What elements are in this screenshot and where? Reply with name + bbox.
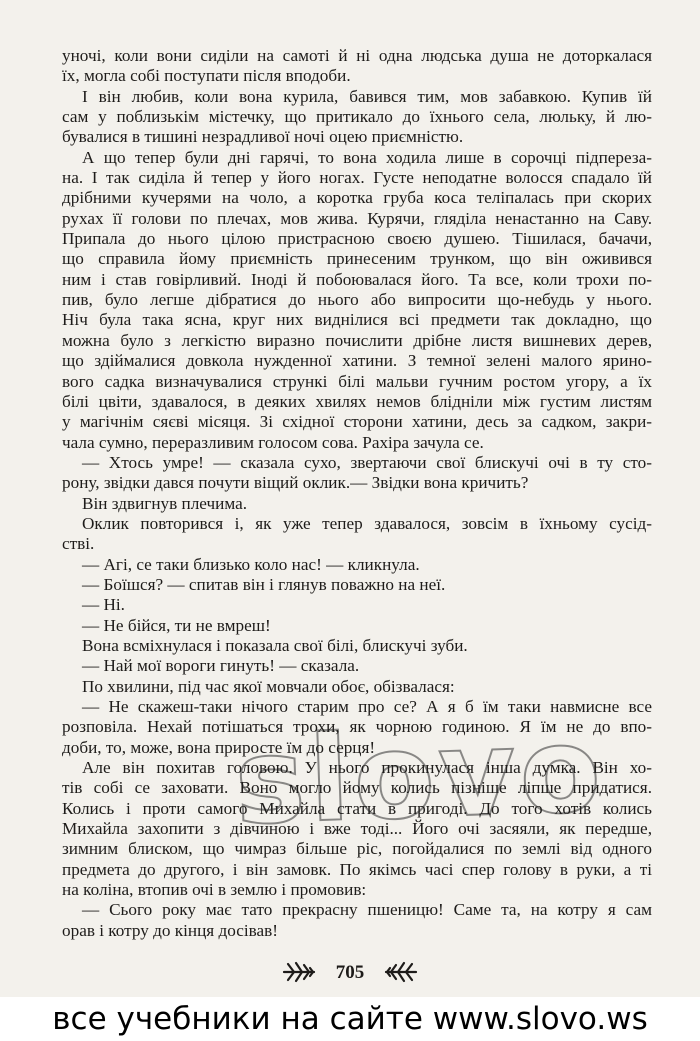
text-line: — Боїшся? — спитав він і глянув поважно на неї. xyxy=(82,574,446,594)
text-line: предмета до другого, і він замовк. По якімсь часі спер голову в руки, а ті xyxy=(62,859,652,879)
page-footer xyxy=(0,960,700,989)
text-line: Припала до нього цілою пристрасною своєю душею. Тішилася, бачачи, xyxy=(62,229,652,249)
text-line: вого садка визначувалися стрункі білі мальви гучним ростом угору, а їх xyxy=(62,371,652,391)
text-line: орав і котру до кінця досівав! xyxy=(62,920,279,940)
text-line: сам у поблизькім містечку, що притикало до їхнього села, люльку, й лю- xyxy=(62,107,652,127)
text-line: на коліна, втопив очі в землю і промовив: xyxy=(62,880,367,900)
page-number: 705 xyxy=(335,962,365,984)
text-line: Вона всміхнулася і показала свої білі, блискучі зуби. xyxy=(82,635,468,655)
text-line: білі цвіти, здавалося, в деяких хвилях немов блідніли між густим листям xyxy=(62,391,652,411)
page-text xyxy=(62,46,652,941)
text-line: доби, то, може, вона приросте їм до серця! xyxy=(62,737,376,757)
text-line: уночі, коли вони сиділи на самоті й ні одна людська душа не доторкалася xyxy=(62,46,652,65)
text-line: — Не скажеш-таки нічого старим про се? А я б їм таки навмисне все xyxy=(82,697,652,716)
paragraph xyxy=(62,148,652,453)
text-line: І він любив, коли вона курила, бавився тим, мов забавкою. Купив їй xyxy=(82,86,652,106)
text-line: — Агі, се таки близько коло нас! — кликнула. xyxy=(82,554,420,574)
text-line: тів собі се заховати. Воно могло йому колись пізніше ліпше придатися. xyxy=(62,778,652,798)
text-line: — Ні. xyxy=(82,595,125,615)
text-line: що здіймалися довкола нужденної хатини. З темної зелені малого ярино- xyxy=(62,351,652,371)
paragraph xyxy=(62,656,652,676)
text-line: Колись і проти самого Михайла стати в пригоді. До того хотів колись xyxy=(62,798,652,818)
paragraph xyxy=(62,900,652,941)
text-line: дрібними кучерями на чоло, а коротка груба коса теліпалась при скорих xyxy=(62,188,652,208)
paragraph xyxy=(62,616,652,636)
text-line: рону, звідки дався почути віщий оклик.— Звідки вона кричить? xyxy=(62,473,529,493)
left-ornament-icon xyxy=(282,960,316,989)
text-line: стві. xyxy=(62,534,95,554)
text-line: Але він похитав головою. У нього прокинулася інша думка. Він хо- xyxy=(82,758,652,778)
text-line: Ніч була така ясна, круг них виднілися всі предмети так докладно, що xyxy=(62,310,652,330)
paragraph xyxy=(62,595,652,615)
paragraph xyxy=(62,555,652,575)
paragraph xyxy=(62,514,652,555)
paragraph xyxy=(62,697,652,758)
text-line: Він здвигнув плечима. xyxy=(82,493,248,513)
text-line: що справила йому приємність принесеним трунком, що він оживився xyxy=(62,249,652,269)
text-line: чала сумно, переразливим голосом сова. Рахіра зачула се. xyxy=(62,432,484,452)
text-line: пив, було легше дібратися до нього або випросити що-небудь у нього. xyxy=(62,290,652,310)
text-line: Михайла захопити з дівчиною і вже тоді... Його очі засяяли, як передше, xyxy=(62,819,652,839)
text-line: бувалися в тишині незрадливої ночі оцею приємністю. xyxy=(62,127,464,147)
text-line: — Сього року має тато прекрасну пшеницю! Саме та, на котру я сам xyxy=(82,900,652,920)
paragraph xyxy=(62,87,652,148)
text-line: розповіла. Нехай потішаться трохи, як чорною годиною. Я їм не до впо- xyxy=(62,717,652,737)
text-line: їх, могла собі поступати після вподоби. xyxy=(62,66,351,86)
text-line: А що тепер були дні гарячі, то вона ходила лише в сорочці підпереза- xyxy=(82,147,652,167)
paragraph xyxy=(62,677,652,697)
text-line: у магічнім сяєві місяця. Зі східної сторони хатини, десь за садком, закри- xyxy=(62,412,652,432)
paragraph xyxy=(62,758,652,900)
text-line: По хвилини, під час якої мовчали обоє, обізвалася: xyxy=(82,676,455,696)
text-line: — Не бійся, ти не вмреш! xyxy=(82,615,271,635)
text-line: на. І так сиділа й тепер у його ногах. Густе неподатне волосся спадало їй xyxy=(62,168,652,188)
right-ornament-icon xyxy=(384,960,418,989)
text-line: — Хтось умре! — сказала сухо, звертаючи свої блискучі очі в ту сто- xyxy=(82,452,652,472)
paragraph xyxy=(62,575,652,595)
text-line: Оклик повторився і, як уже тепер здавалося, зовсім в їхньому сусід- xyxy=(82,513,652,533)
text-line: ним і став говірливий. Іноді й побоювалася його. Та все, коли трохи по- xyxy=(62,269,652,289)
paragraph xyxy=(62,636,652,656)
text-line: зимним блиском, що чимраз більше ріс, погойдалися по землі від одного xyxy=(62,839,652,859)
paragraph xyxy=(62,453,652,494)
text-line: можна було з легкістю виразно почислити дрібне листя вишневих дерев, xyxy=(62,330,652,350)
site-banner: все учебники на сайте www.slovo.ws xyxy=(0,997,700,1041)
text-line: рухах її голови по плечах, мов жива. Курячи, гляділа ненастанно на Саву. xyxy=(62,208,652,228)
paragraph xyxy=(62,494,652,514)
text-line: — Най мої вороги гинуть! — сказала. xyxy=(82,656,360,676)
paragraph xyxy=(62,46,652,87)
